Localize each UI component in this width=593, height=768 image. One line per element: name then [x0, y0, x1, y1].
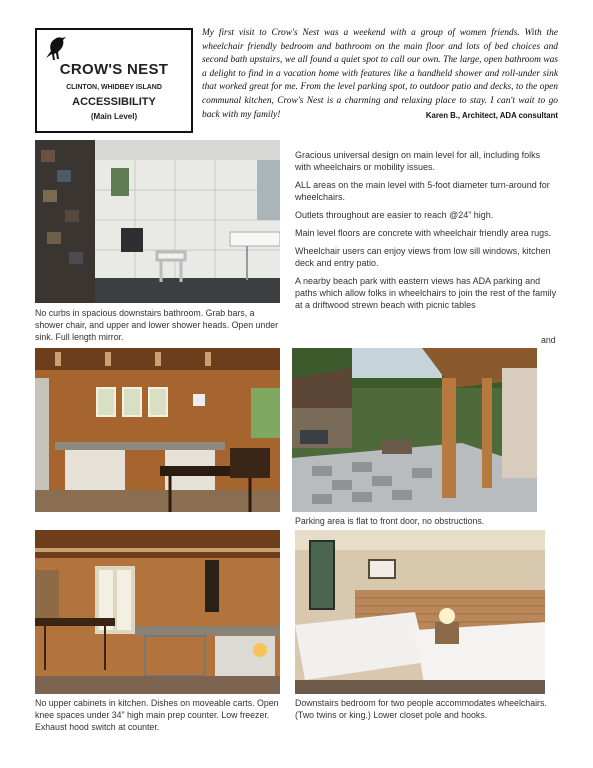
kitchen-photo — [35, 348, 280, 512]
caption-kitchen: No upper cabinets in kitchen. Dishes on moveable carts. Open knee spaces under 34” high main prep counter. Low freezer. Exhaust hood switch at counter. — [35, 698, 279, 732]
feature-item: Main level floors are concrete with wheelchair friendly area rugs. — [295, 228, 552, 238]
feature-item: Gracious universal design on main level for all, including folks with wheelchairs or mobility issues. — [295, 150, 541, 172]
feature-item: Wheelchair users can enjoy views from low sill windows, kitchen deck and entry patio. — [295, 246, 551, 268]
logo-heading: ACCESSIBILITY — [72, 96, 156, 108]
testimonial-text: My first visit to Crow's Nest was a weekend with a group of women friends. With the wheelchair friendly bedroom and bathroom on the main floor and lots of bed choices and second bath upstairs, we all found a quiet spot to call our own. The large, open bathroom was a delight to find in a vacation home with features like a handheld shower and roll-under sink that worked great for me. From the level parking spot, to outdoor patio and decks, to the open communal kitchen, Crow's Nest is a charming and relaxing place to stay. I can't wait to go back with my family! — [202, 28, 558, 120]
parking-photo — [292, 348, 537, 512]
feature-list-tail: and — [541, 335, 556, 345]
caption-bedroom: Downstairs bedroom for two people accommodates wheelchairs. (Two twins or king.) Lower closet pole and hooks. — [295, 698, 547, 720]
testimonial — [202, 27, 558, 122]
bathroom-photo — [35, 140, 280, 303]
logo-title: CROW'S NEST — [59, 61, 169, 78]
kitchen-carts-photo — [35, 530, 280, 694]
crow-icon — [43, 34, 69, 62]
testimonial-signature: Karen B., Architect, ADA consultant — [425, 110, 558, 120]
feature-item: ALL areas on the main level with 5-foot diameter turn-around for wheelchairs. — [295, 180, 550, 202]
logo-level: (Main Level) — [90, 112, 138, 121]
feature-item: A nearby beach park with eastern views has ADA parking and paths which allow folks in wheelchairs to join the rest of the family at a driftwood strewn beach with picnic tables — [295, 276, 557, 310]
feature-list — [295, 149, 557, 317]
caption-parking: Parking area is flat to front door, no obstructions. — [295, 516, 485, 526]
caption-bathroom: No curbs in spacious downstairs bathroom. Grab bars, a shower chair, and upper and lower shower heads. Open under sink. Full length mirror. — [35, 308, 279, 342]
logo-location: CLINTON, WHIDBEY ISLAND — [66, 84, 162, 91]
feature-item: Outlets throughout are easier to reach @24” high. — [295, 210, 494, 220]
bedroom-photo — [295, 530, 545, 694]
logo-box — [35, 28, 193, 133]
